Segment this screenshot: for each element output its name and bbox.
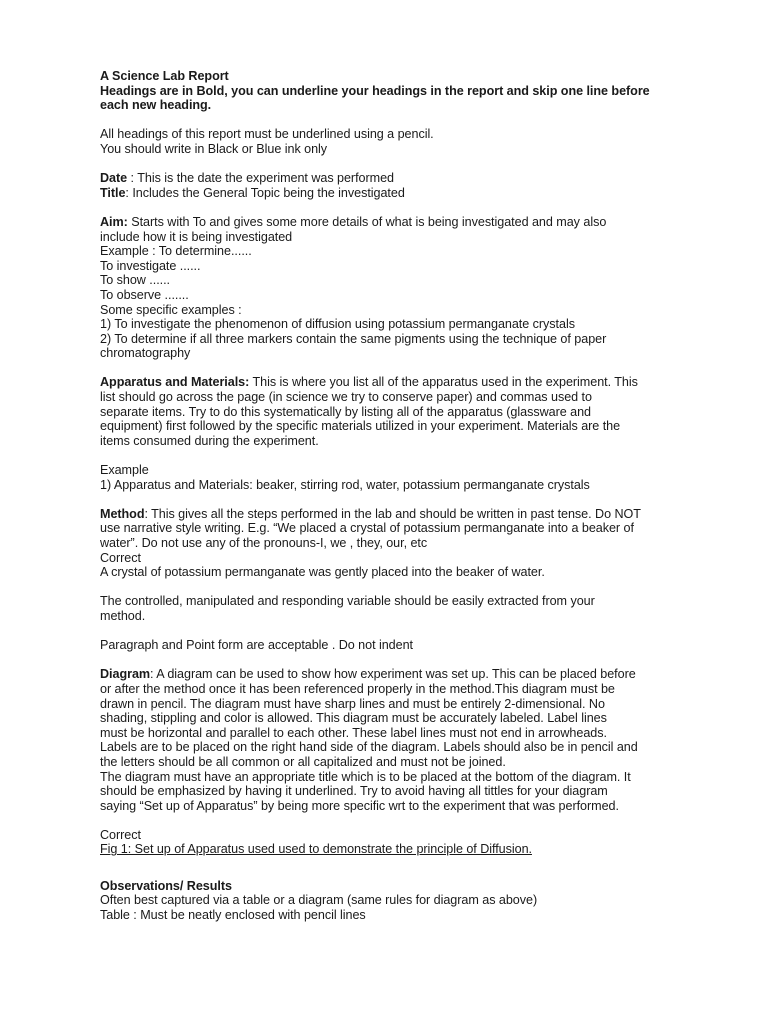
- aim-investigate: To investigate ......: [100, 258, 201, 273]
- method-heading: Method: [100, 506, 145, 521]
- diagram-line-4: shading, stippling and color is allowed. This diagram must be accurately labeled. Label lines: [100, 711, 607, 726]
- apparatus-line-5: items consumed during the experiment.: [100, 433, 319, 448]
- apparatus-heading: Apparatus and Materials:: [100, 375, 250, 390]
- observations-line-1: Often best captured via a table or a diagram (same rules for diagram as above): [100, 893, 538, 908]
- diagram-line-9: should be emphasized by having it underlined. Try to avoid having all tittles for your diagram: [100, 784, 608, 799]
- method-correct-label: Correct: [100, 550, 141, 565]
- method-paragraph-note: Paragraph and Point form are acceptable . Do not indent: [100, 638, 413, 653]
- date-heading: Date: [100, 171, 128, 186]
- apparatus-example-label: Example: [100, 463, 149, 478]
- document-title: A Science Lab Report: [100, 69, 229, 83]
- diagram-line-6: Labels are to be placed on the right hand side of the diagram. Labels should also be in pencil and: [100, 740, 638, 755]
- diagram-line-2: or after the method once it has been referenced properly in the method.This diagram must be: [100, 681, 615, 696]
- date-paragraph: Date : This is the date the experiment was performed: [100, 171, 394, 186]
- apparatus-line-4: equipment) first followed by the specific materials utilized in your experiment. Materials are the: [100, 419, 621, 434]
- observations-heading: Observations/ Results: [100, 878, 232, 893]
- method-variables: The controlled, manipulated and responding variable should be easily extracted from your: [100, 594, 595, 609]
- diagram-line-3: drawn in pencil. The diagram must have sharp lines and must be entirely 2-dimensional. No: [100, 696, 605, 711]
- aim-example-1: 1) To investigate the phenomenon of diffusion using potassium permanganate crystals: [100, 317, 575, 332]
- aim-observe: To observe .......: [100, 287, 189, 302]
- diagram-line-7: the letters should be all common or all capitalized and must not be joined.: [100, 754, 506, 769]
- general-rule-2: You should write in Black or Blue ink only: [100, 141, 328, 156]
- aim-line-2: include how it is being investigated: [100, 229, 293, 244]
- title-paragraph: Title: Includes the General Topic being the investigated: [100, 185, 405, 200]
- method-variables-cont: method.: [100, 608, 146, 623]
- figure-caption-example: Fig 1: Set up of Apparatus used used to demonstrate the principle of Diffusion.: [100, 842, 532, 857]
- aim-heading: Aim:: [100, 214, 128, 229]
- diagram-line-5: must be horizontal and parallel to each other. These label lines must not end in arrowheads.: [100, 725, 607, 740]
- diagram-paragraph: Diagram: A diagram can be used to show how experiment was set up. This can be placed before: [100, 667, 636, 682]
- diagram-heading: Diagram: [100, 667, 151, 682]
- diagram-line-10: saying “Set up of Apparatus” by being more specific wrt to the experiment that was performed.: [100, 798, 619, 813]
- method-paragraph: Method: This gives all the steps performed in the lab and should be written in past tense. Do NOT: [100, 506, 641, 521]
- intro-line-2: each new heading.: [100, 98, 212, 113]
- method-line-2: use narrative style writing. E.g. “We placed a crystal of potassium permanganate into a beaker of: [100, 521, 634, 536]
- apparatus-paragraph: Apparatus and Materials: This is where you list all of the apparatus used in the experiment. This: [100, 375, 638, 390]
- aim-example-2-cont: chromatography: [100, 346, 191, 361]
- apparatus-line-2: list should go across the page (in science we try to conserve paper) and commas used to: [100, 390, 592, 405]
- method-correct-example: A crystal of potassium permanganate was gently placed into the beaker of water.: [100, 565, 545, 580]
- aim-paragraph: Aim: Starts with To and gives some more details of what is being investigated and may also: [100, 214, 607, 229]
- apparatus-line-3: separate items. Try to do this systematically by listing all of the apparatus (glassware and: [100, 404, 591, 419]
- aim-example: Example : To determine......: [100, 244, 252, 259]
- diagram-correct-label: Correct: [100, 827, 141, 842]
- method-line-3: water”. Do not use any of the pronouns-I, we , they, our, etc: [100, 536, 428, 550]
- diagram-line-8: The diagram must have an appropriate title which is to be placed at the bottom of the diagram. It: [100, 769, 631, 784]
- aim-specific: Some specific examples :: [100, 302, 242, 317]
- aim-show: To show ......: [100, 273, 170, 288]
- apparatus-example: 1) Apparatus and Materials: beaker, stirring rod, water, potassium permanganate crystals: [100, 477, 590, 492]
- title-heading: Title: [100, 185, 126, 200]
- observations-line-2: Table : Must be neatly enclosed with pencil lines: [100, 907, 366, 922]
- intro-line-1: Headings are in Bold, you can underline your headings in the report and skip one line before: [100, 83, 650, 98]
- document-page: [100, 69, 670, 922]
- general-rule-1: All headings of this report must be underlined using a pencil.: [100, 127, 434, 142]
- aim-example-2: 2) To determine if all three markers contain the same pigments using the technique of paper: [100, 331, 607, 346]
